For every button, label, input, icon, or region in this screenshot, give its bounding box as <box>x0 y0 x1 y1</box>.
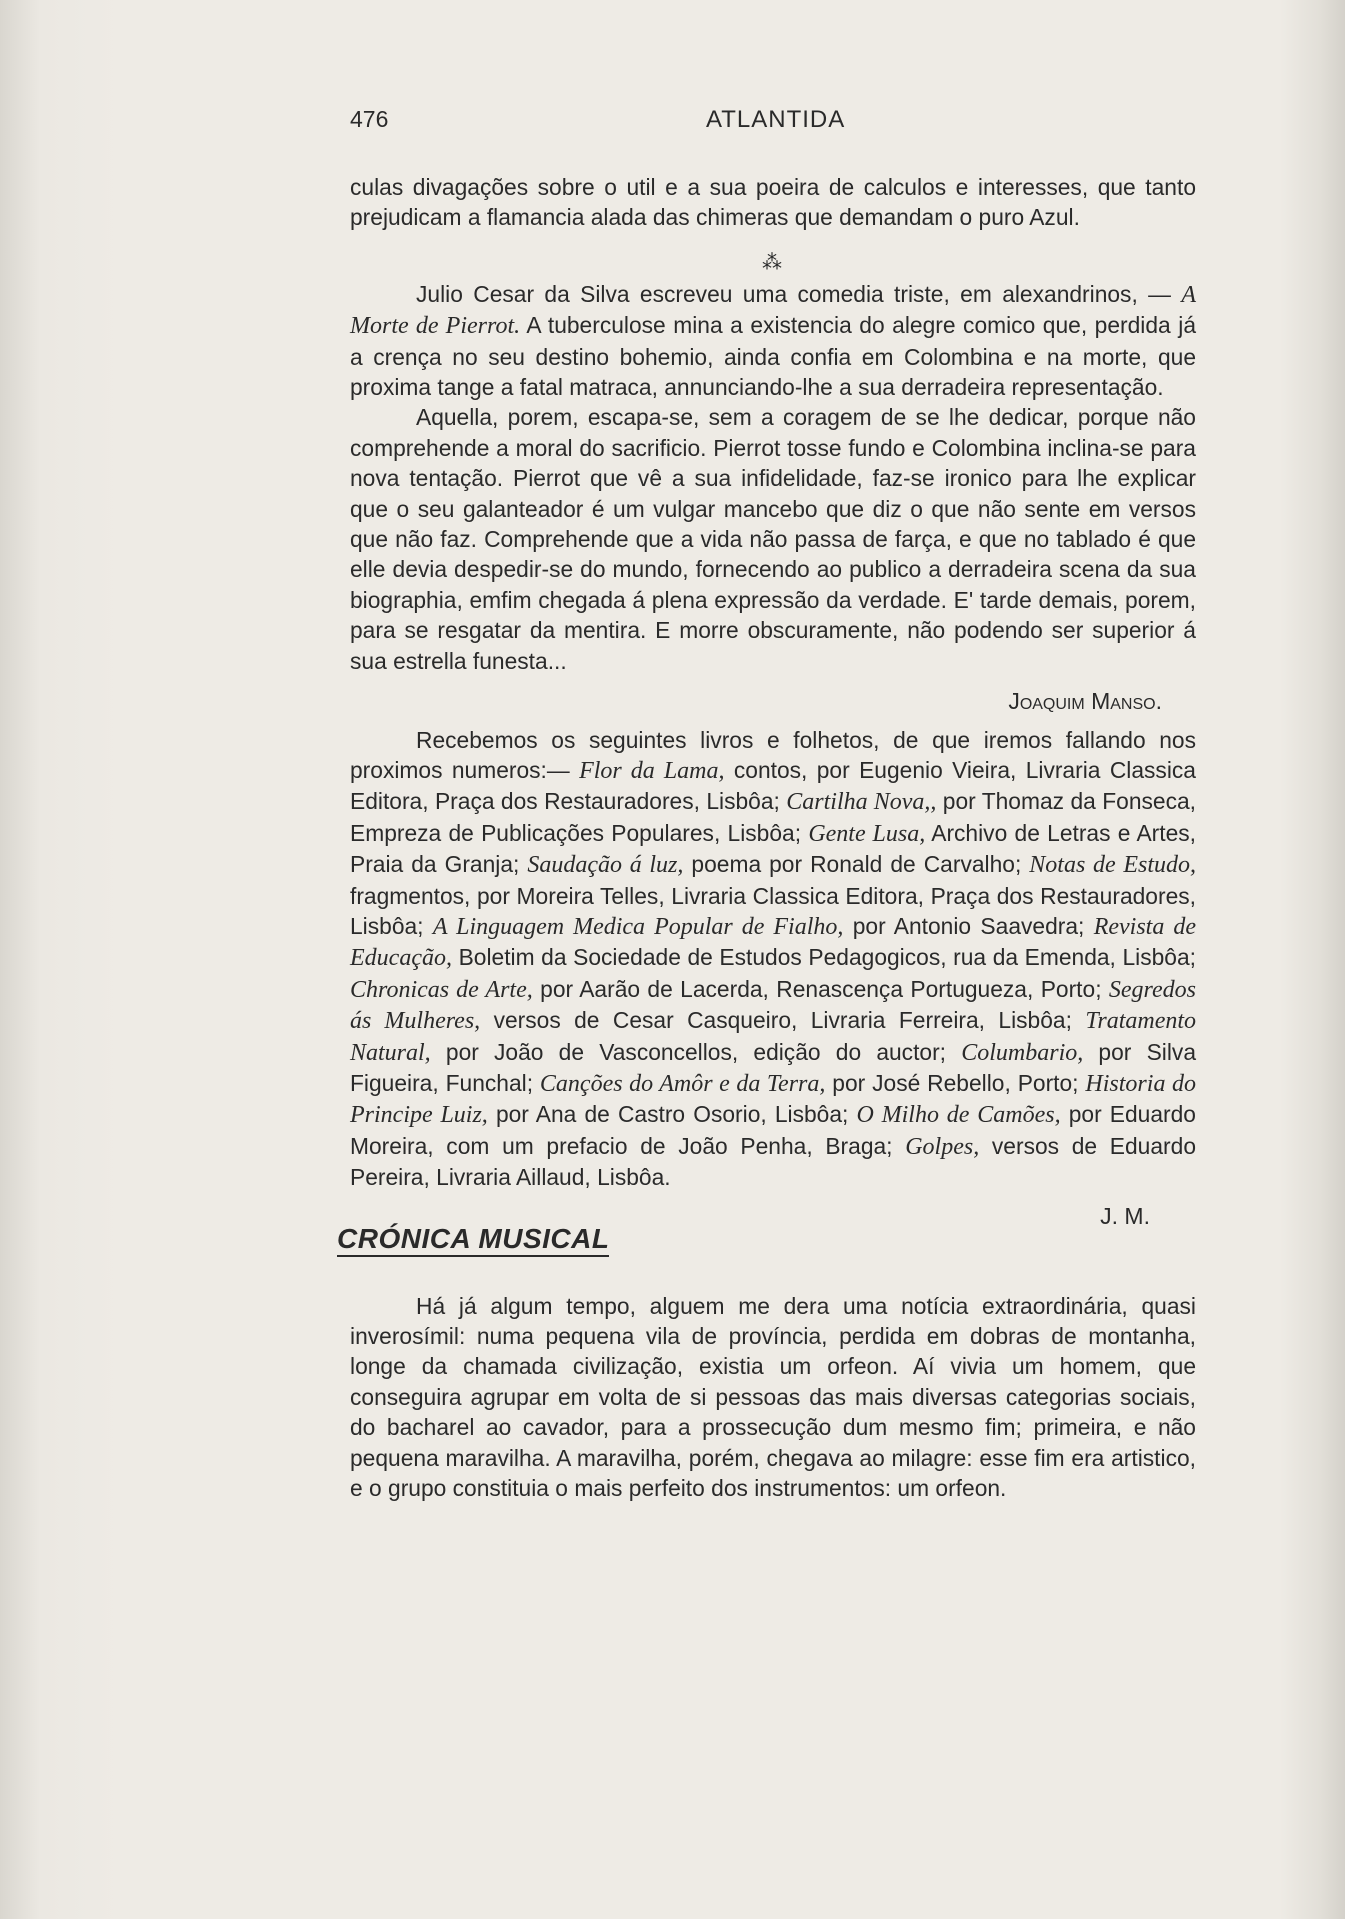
text-run: contos, por Eugenio Vieira, Livraria Classica Editora, Praça dos Restauradores, Lisbôa; <box>350 756 1196 815</box>
book-title: Tratamento Natural, <box>350 1008 1197 1066</box>
page-header <box>350 106 1196 142</box>
text-run: A tuberculose mina a existencia do alegre comico que, perdida já a crença no seu destino bohemio, ainda confia em Colombina e na morte, que proxima tange a fatal matraca, annunciando-lhe a sua derradeira representação. <box>350 312 1196 401</box>
text-run: Recebemos os seguintes livros e folhetos, de que iremos fallando nos proximos numeros:— <box>350 726 1196 783</box>
text-run: versos de Cesar Casqueiro, Livraria Ferreira, Lisbôa; <box>480 1007 1086 1034</box>
text-run: por José Rebello, Porto; <box>825 1069 1086 1096</box>
text-run: por Silva Figueira, Funchal; <box>350 1038 1196 1096</box>
text-run: versos de Eduardo Pereira, Livraria Aillaud, Lisbôa. <box>350 1132 1196 1191</box>
paragraph-pierrot-plot: Aquella, porem, escapa-se, sem a coragem de se lhe dedicar, porque não comprehende a moral do sacrificio. Pierrot tosse fundo e Colombina inclina-se para nova tentação. Pierrot que vê a sua infidelidade, faz-se ironico para lhe explicar que o seu galanteador é um vulgar mancebo que diz o que não sente em versos que não faz. Comprehende que a vida não passa de farça, e que no tablado é que elle devia despedir-se do mundo, fornecendo ao publico a derradeira scena da sua biographia, emfim chegada á plena expressão da verdade. E' tarde demais, porem, para se resgatar da mentira. E morre obscuramente, não podendo ser superior á sua estrella funesta... <box>350 404 1196 674</box>
book-title: Historia do Principe Luiz, <box>350 1070 1196 1129</box>
text-run: por João de Vasconcellos, edição do auctor; <box>430 1038 962 1065</box>
text-run: por Eduardo Moreira, com um prefacio de João Penha, Braga; <box>350 1101 1196 1159</box>
page-number: 476 <box>350 106 389 132</box>
asterism-divider: ⁂ <box>762 251 784 274</box>
body-text <box>337 172 1197 1503</box>
paragraph-books-received <box>350 725 1196 1193</box>
text-run: por Aarão de Lacerda, Renascença Portugueza, Porto; <box>532 975 1109 1002</box>
text-run: Julio Cesar da Silva escreveu uma comedia triste, em alexandrinos, — <box>416 280 1182 307</box>
paragraph-pierrot-review <box>350 279 1196 403</box>
text-run: por Ana de Castro Osorio, Lisbôa; <box>487 1101 857 1128</box>
book-title: Segredos ás Mulheres, <box>350 976 1196 1035</box>
text-run: poema por Ronald de Carvalho; <box>683 851 1030 878</box>
book-title: O Milho de Camões, <box>856 1102 1061 1129</box>
paragraph-continuation: culas divagações sobre o util e a sua poeira de calculos e interesses, que tanto prejudicam a flamancia alada das chimeras que demandam o puro Azul. <box>350 174 1196 231</box>
book-title: Columbario, <box>961 1039 1084 1066</box>
book-title: Golpes, <box>905 1133 980 1160</box>
book-title: Saudação á luz, <box>527 852 684 879</box>
running-title: ATLANTIDA <box>706 106 846 133</box>
text-run: Boletim da Sociedade de Estudos Pedagogicos, rua da Emenda, Lisbôa; <box>451 944 1196 971</box>
book-title: Chronicas de Arte, <box>350 976 533 1003</box>
section-title: CRÓNICA MUSICAL <box>337 1223 609 1257</box>
book-title: Revista de Educação, <box>350 913 1197 972</box>
paragraph-cronica-musical: Há já algum tempo, alguem me dera uma notícia extraordinária, quasi inverosímil: numa pequena vila de província, perdida em dobras de montanha, longe da chamada civilização, existia um orfeon. Aí vivia um homem, que conseguira agrupar em volta de si pessoas das mais diversas categorias sociais, do bacharel ao cavador, para a prossecução dum mesmo fim; primeira, e não pequena maravilha. A maravilha, porém, chegava ao milagre: esse fim era artistico, e o grupo constituia o mais perfeito dos instrumentos: um orfeon. <box>350 1292 1196 1502</box>
book-title: Gente Lusa, <box>808 820 926 847</box>
book-title: Flor da Lama, <box>579 757 725 784</box>
book-title: Notas de Estudo, <box>1029 852 1196 879</box>
signature-author: Joaquim Manso. <box>1008 688 1162 715</box>
text-run: por Thomaz da Fonseca, Empreza de Publicações Populares, Lisbôa; <box>350 788 1196 846</box>
book-title: A Morte de Pierrot. <box>350 281 1196 340</box>
text-run: por Antonio Saavedra; <box>843 912 1094 939</box>
book-title: A Linguagem Medica Popular de Fialho, <box>432 913 844 940</box>
book-title: Cartilha Nova,, <box>786 789 937 816</box>
book-title: Canções do Amôr e da Terra, <box>539 1070 826 1097</box>
signature-initials: J. M. <box>1100 1202 1150 1229</box>
text-run: fragmentos, por Moreira Telles, Livraria Classica Editora, Praça dos Restauradores, Lisbôa; <box>350 882 1196 939</box>
text-run: Archivo de Letras e Artes, Praia da Granja; <box>350 819 1196 878</box>
